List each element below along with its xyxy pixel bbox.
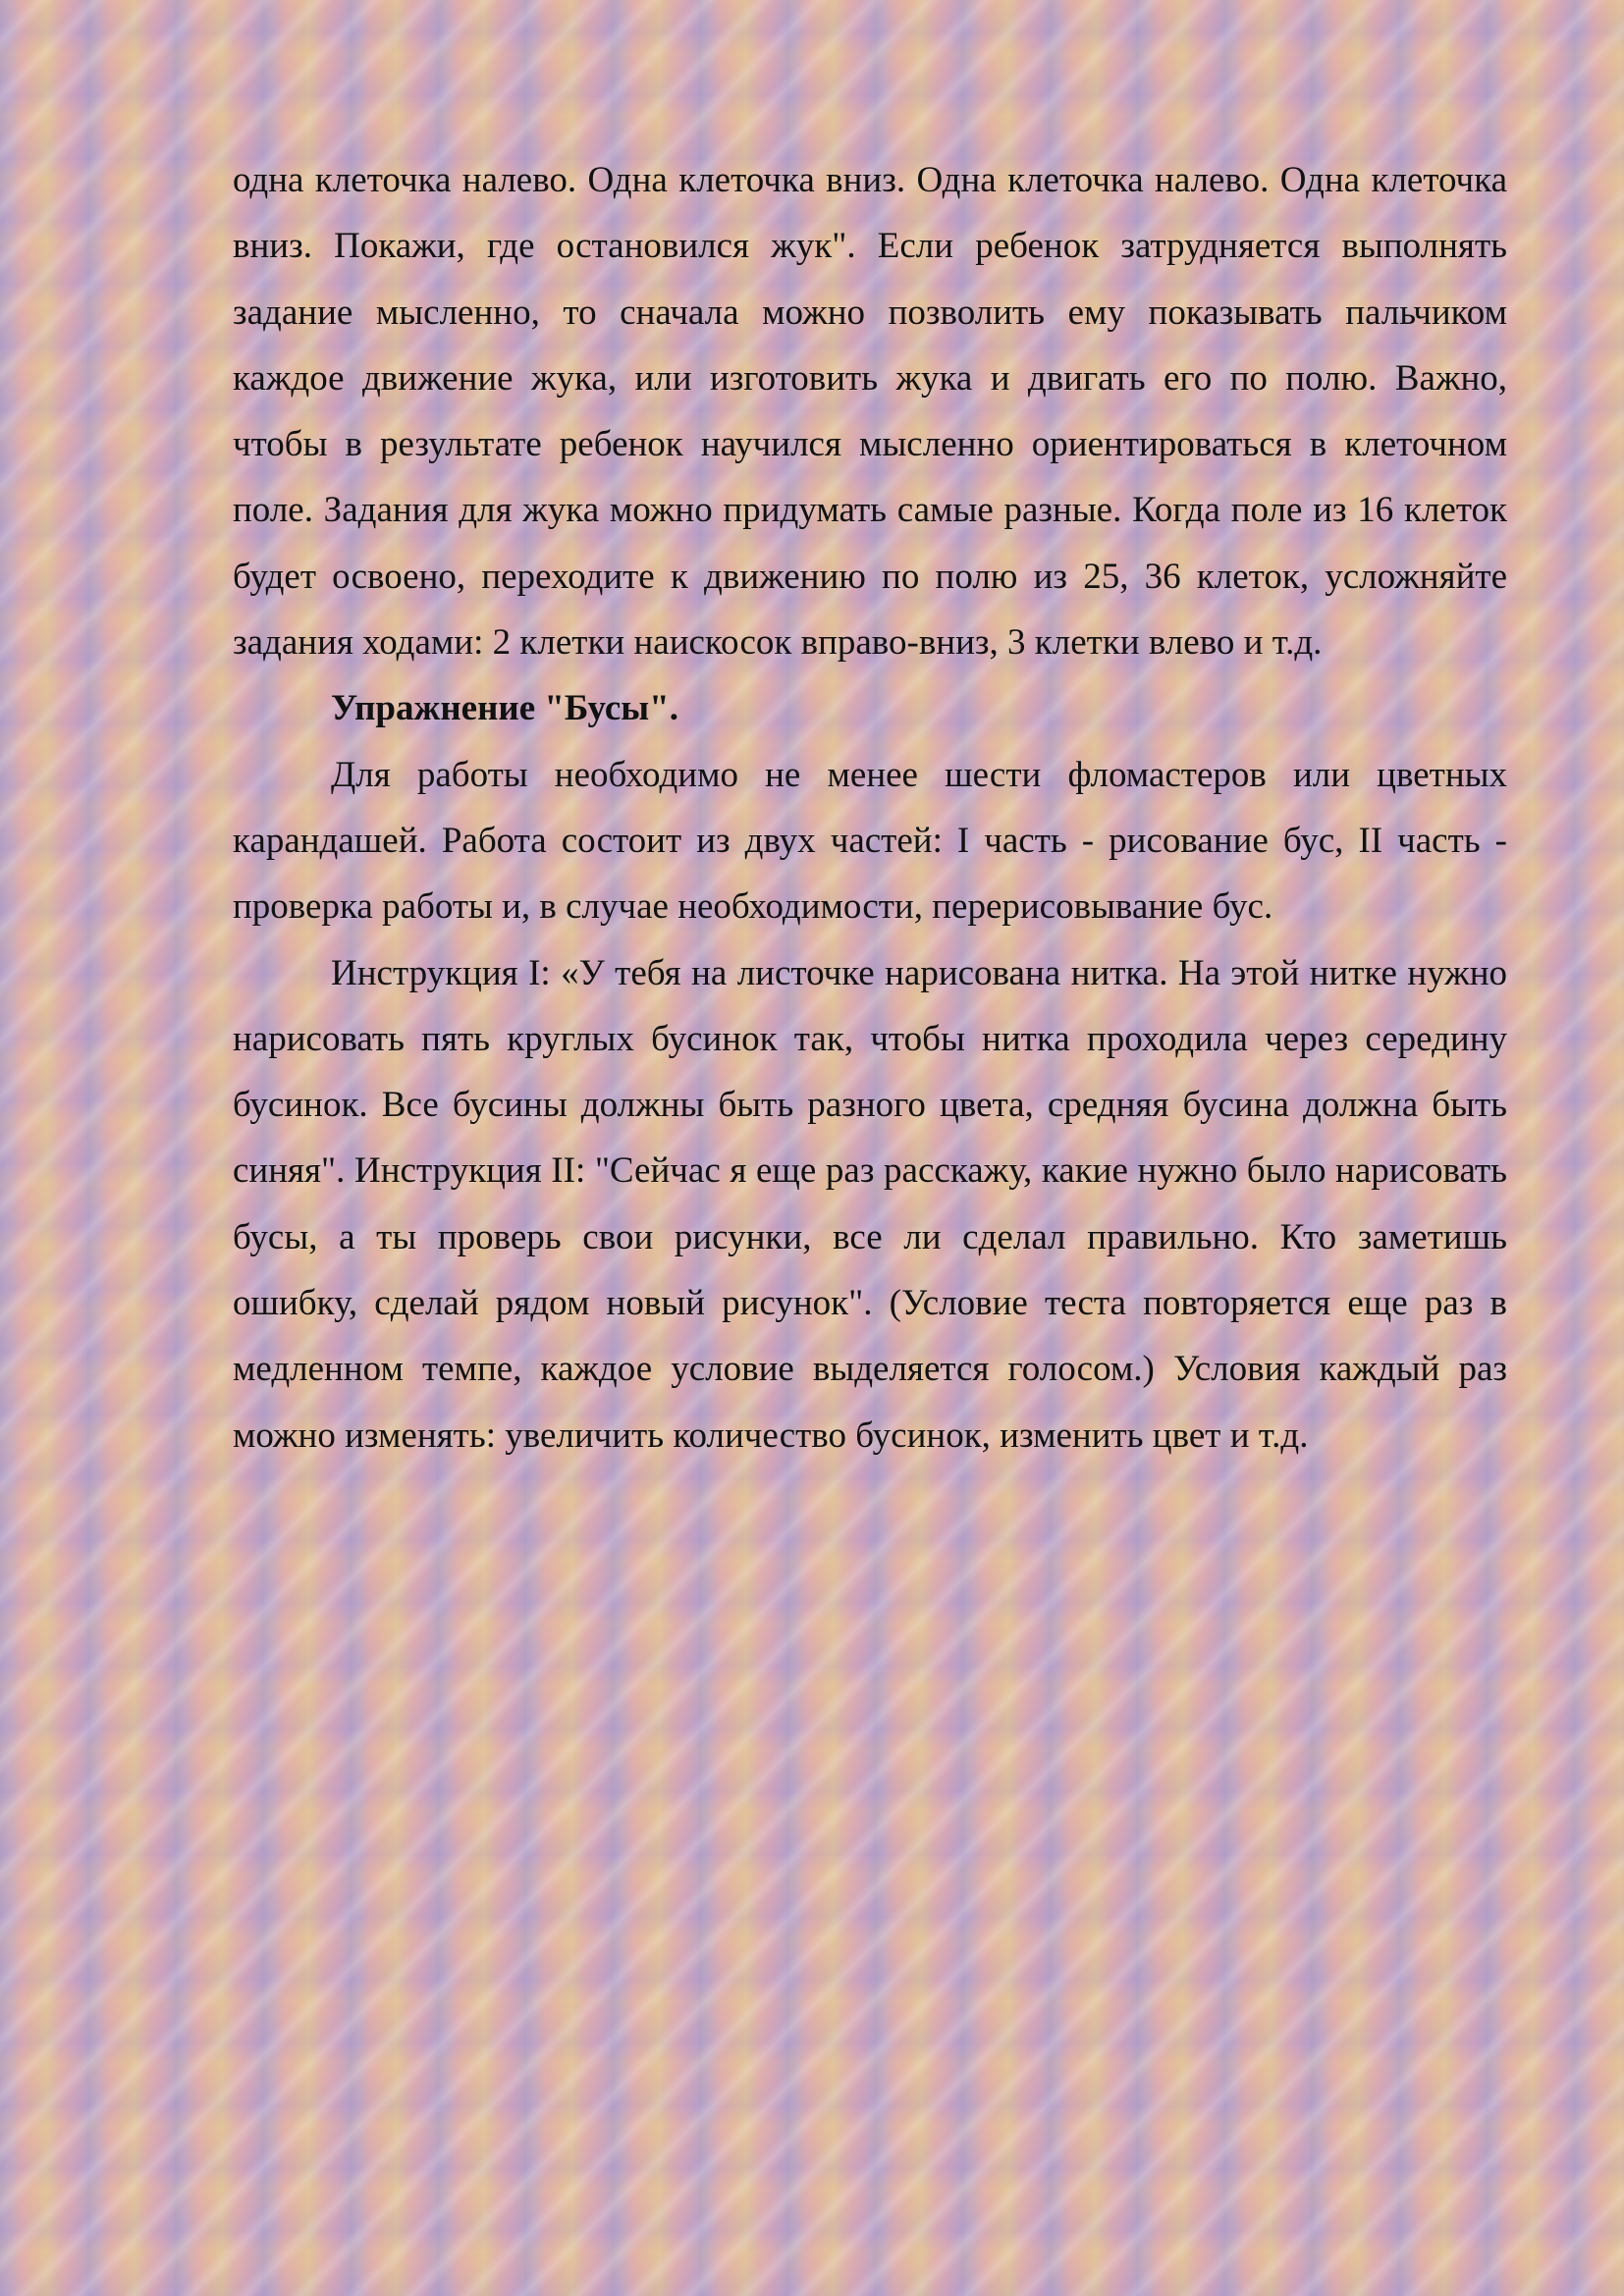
document-page: [233, 147, 1507, 1468]
paragraph-instruction: Инструкция I: «У тебя на листочке нарисована нитка. На этой нитке нужно нарисовать пять круглых бусинок так, чтобы нитка проходила через середину бусинок. Все бусины должны быть разного цвета, средняя бусина должна быть синяя". Инструкция II: "Сейчас я еще раз расскажу, какие нужно было нарисовать бусы, а ты проверь свои рисунки, все ли сделал правильно. Кто заметишь ошибку, сделай рядом новый рисунок". (Условие теста повторяется еще раз в медленном темпе, каждое условие выделяется голосом.) Условия каждый раз можно изменять: увеличить количество бусинок, изменить цвет и т.д.: [233, 952, 1507, 1456]
paragraph-continued: одна клеточка налево. Одна клеточка вниз. Одна клеточка налево. Одна клеточка вниз. Покажи, где остановился жук". Если ребенок затрудняется выполнять задание мысленно, то сначала можно позволить ему показывать пальчиком каждое движение жука, или изготовить жука и двигать его по полю. Важно, чтобы в результате ребенок научился мысленно ориентироваться в клеточном поле. Задания для жука можно придумать самые разные. Когда поле из 16 клеток будет освоено, переходите к движению по полю из 25, 36 клеток, усложняйте задания ходами: 2 клетки наискосок вправо-вниз, 3 клетки влево и т.д.: [233, 160, 1507, 664]
section-heading: Упражнение "Бусы".: [331, 688, 678, 729]
paragraph-materials: Для работы необходимо не менее шести фломастеров или цветных карандашей. Работа состоит из двух частей: I часть - рисование бус, II часть - проверка работы и, в случае необходимости, перерисовывание бус.: [233, 754, 1507, 928]
